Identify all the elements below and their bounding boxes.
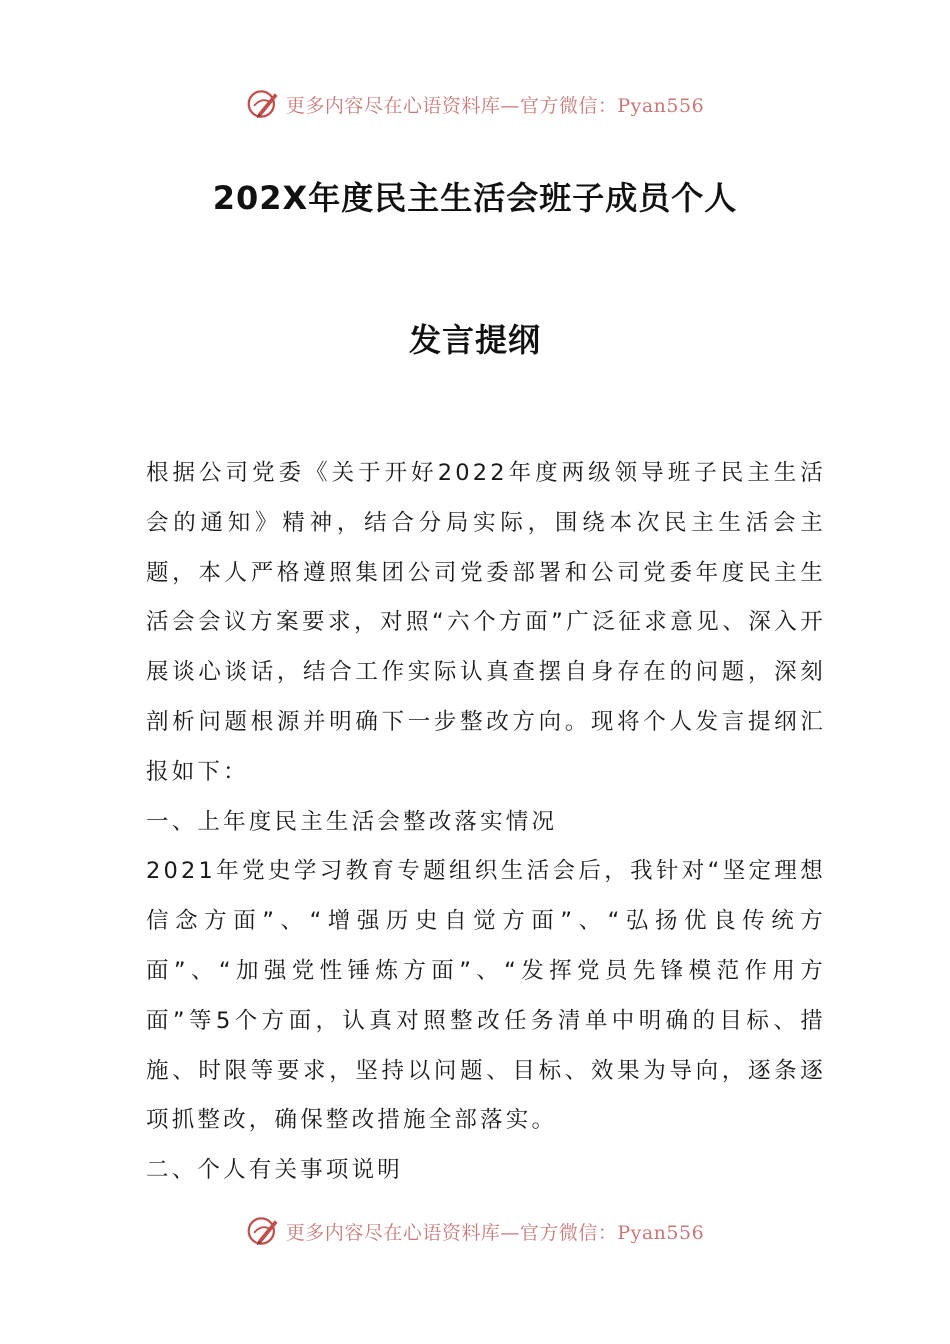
section-heading-2: 二、个人有关事项说明 <box>146 1157 404 1184</box>
footer-watermark <box>0 1211 950 1251</box>
pen-logo-icon <box>246 1213 282 1249</box>
pen-logo-icon <box>246 86 282 122</box>
watermark-text: 更多内容尽在心语资料库—官方微信：Pyan556 <box>285 94 705 117</box>
document-body <box>146 449 826 1196</box>
watermark-text: 更多内容尽在心语资料库—官方微信：Pyan556 <box>285 1221 705 1244</box>
document-title-line2: 发言提纲 <box>408 321 541 359</box>
section-1-paragraph: 2021年党史学习教育专题组织生活会后，我针对“坚定理想信念方面”、“增强历史自觉方面”、“弘扬优良传统方面”、“加强党性锤炼方面”、“发挥党员先锋模范作用方面”等5个方面，认真对照整改任务清单中明确的目标、措施、时限等要求，坚持以问题、目标、效果为导向，逐条逐项抓整改，确保整改措施全部落实。 <box>146 858 826 1134</box>
document-title-line1: 202X年度民主生活会班子成员个人 <box>212 179 738 217</box>
header-watermark <box>0 84 950 124</box>
section-heading-1: 一、上年度民主生活会整改落实情况 <box>146 808 558 835</box>
intro-paragraph: 根据公司党委《关于开好2022年度两级领导班子民主生活会的通知》精神，结合分局实际，围绕本次民主生活会主题，本人严格遵照集团公司党委部署和公司党委年度民主生活会会议方案要求，对照“六个方面”广泛征求意见、深入开展谈心谈话，结合工作实际认真查摆自身存在的问题，深刻剖析问题根源并明确下一步整改方向。现将个人发言提纲汇报如下： <box>146 460 826 785</box>
